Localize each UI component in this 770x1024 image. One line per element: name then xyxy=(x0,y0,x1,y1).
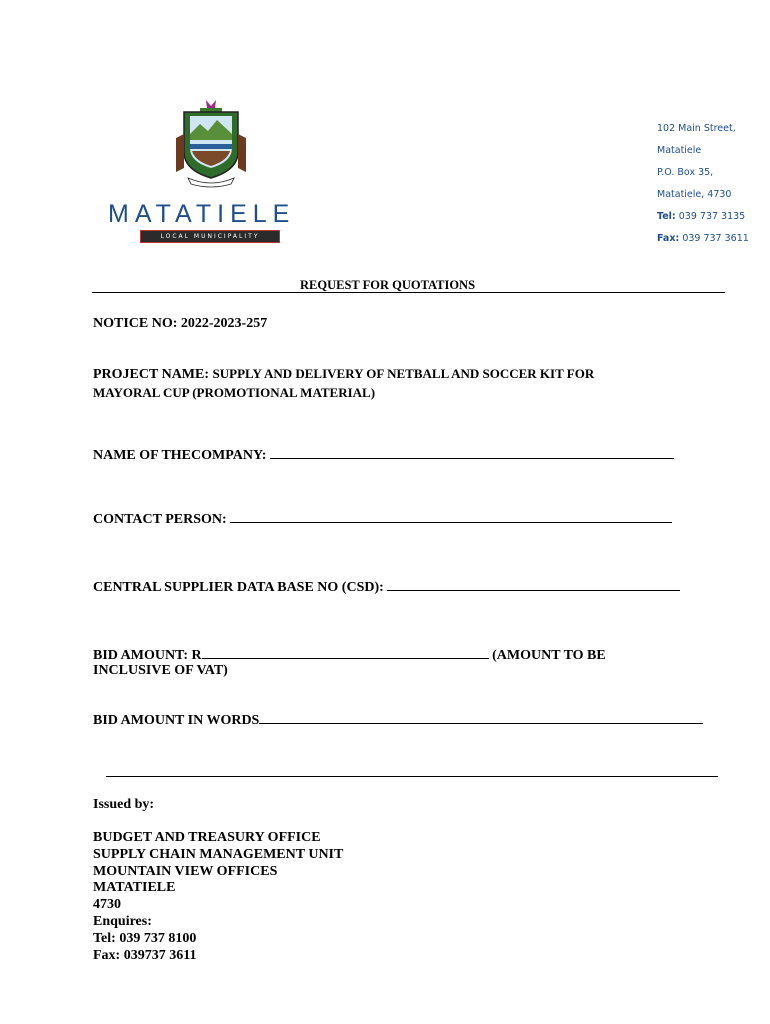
company-name-field[interactable]: NAME OF THECOMPANY: xyxy=(93,447,674,464)
issued-by-label: Issued by: xyxy=(93,797,155,812)
title-divider xyxy=(92,292,725,293)
project-name: PROJECT NAME: SUPPLY AND DELIVERY OF NETBALL AND SOCCER KIT FOR xyxy=(93,366,595,382)
issuer-line: 4730 xyxy=(93,897,121,913)
bid-amount-note: INCLUSIVE OF VAT) xyxy=(93,663,228,678)
signature-line xyxy=(106,776,718,777)
project-name-cont: MAYORAL CUP (PROMOTIONAL MATERIAL) xyxy=(93,385,376,400)
address-line: 102 Main Street, xyxy=(657,123,736,134)
municipal-crest-logo xyxy=(170,98,252,190)
document-title: REQUEST FOR QUOTATIONS xyxy=(300,278,476,292)
address-line: Matatiele xyxy=(657,145,702,156)
issuer-line: MOUNTAIN VIEW OFFICES xyxy=(93,863,278,879)
address-line: P.O. Box 35, xyxy=(657,167,714,178)
issuer-block xyxy=(93,830,343,964)
issuer-line: BUDGET AND TREASURY OFFICE xyxy=(93,830,321,845)
issuer-line: Enquires: xyxy=(93,913,152,929)
csd-number-field[interactable]: CENTRAL SUPPLIER DATA BASE NO (CSD): xyxy=(93,579,680,596)
notice-number: NOTICE NO: 2022-2023-257 xyxy=(93,316,268,331)
contact-person-field[interactable]: CONTACT PERSON: xyxy=(93,511,672,528)
issuer-line: SUPPLY CHAIN MANAGEMENT UNIT xyxy=(93,846,344,862)
address-line: Matatiele, 4730 xyxy=(657,189,732,200)
letterhead-fax: Fax: 039 737 3611 xyxy=(657,233,749,244)
logo-wordmark: MATATIELE xyxy=(108,200,296,228)
issuer-line: MATATIELE xyxy=(93,880,176,896)
issuer-line: Tel: 039 737 8100 xyxy=(93,930,197,946)
bid-amount-field[interactable]: BID AMOUNT: R (AMOUNT TO BE xyxy=(93,648,606,663)
letterhead-tel: Tel: 039 737 3135 xyxy=(657,211,746,222)
issuer-line: Fax: 039737 3611 xyxy=(93,947,197,963)
logo-subtitle: LOCAL MUNICIPALITY xyxy=(140,230,280,243)
bid-amount-words-field[interactable]: BID AMOUNT IN WORDS xyxy=(93,712,703,729)
